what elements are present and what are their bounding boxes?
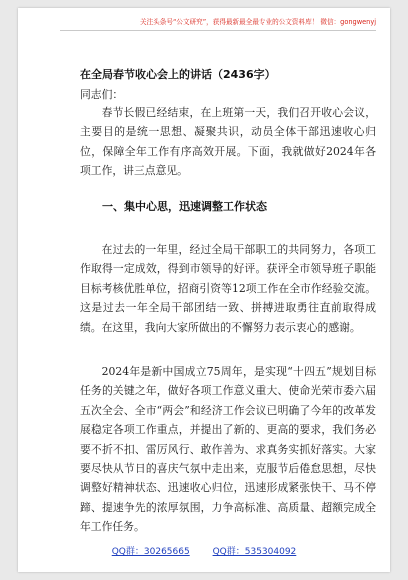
paragraph-outlook: 2024年是新中国成立75周年，是实现“十四五”规划目标任务的关键之年，做好各项工作意义重大、使命光荣市委六届五次全会、全市“两会”和经济工作会议已明确了今年的改革发展稳定各项工作重点，并提出了新的、更高的要求，我们务必要不折不扣、雷厉风行、敢作善为、求真务实抓好落实。大家要尽快从节日的喜庆气氛中走出来，克服节后倦怠思想，尽快调整好精神状态、迅速收心归位，迅速形成紧张快干、马不停蹄、提速争先的浓厚氛围，力争高标准、高质量、超额完成全年工作任务。 bbox=[80, 365, 376, 534]
document-page bbox=[18, 8, 390, 572]
salutation: 同志们： bbox=[80, 88, 124, 101]
footer-qq-link-1[interactable]: QQ群：30265665 bbox=[111, 547, 190, 557]
footer bbox=[18, 544, 390, 557]
header-divider bbox=[60, 30, 376, 31]
paragraph-review: 在过去的一年里，经过全局干部职工的共同努力，各项工作取得一定成效，得到市领导的好评。获评全市领导班子职能目标考核优胜单位，招商引资等12项工作在全市作经验交流。这是过去一年全局干部团结一致、拼搏进取勇往直前取得成绩。在这里，我向大家所做出的不懈努力表示衷心的感谢。 bbox=[80, 243, 376, 334]
header-banner: 关注头条号“公文研究”，获得最新最全最专业的公文资料库！ 微信：gongwenyj bbox=[140, 18, 377, 26]
paragraph-opening: 春节长假已经结束，在上班第一天，我们召开收心会议，主要目的是统一思想、凝聚共识，动员全体干部迅速收心归位，保障全年工作有序高效开展。下面，我就做好2024年各项工作，讲三点意见。 bbox=[80, 106, 376, 178]
footer-qq-link-2[interactable]: QQ群：535304092 bbox=[212, 547, 297, 557]
section-heading: 一、集中心思，迅速调整工作状态 bbox=[102, 200, 267, 213]
document-title: 在全局春节收心会上的讲话（2436字） bbox=[80, 68, 276, 81]
